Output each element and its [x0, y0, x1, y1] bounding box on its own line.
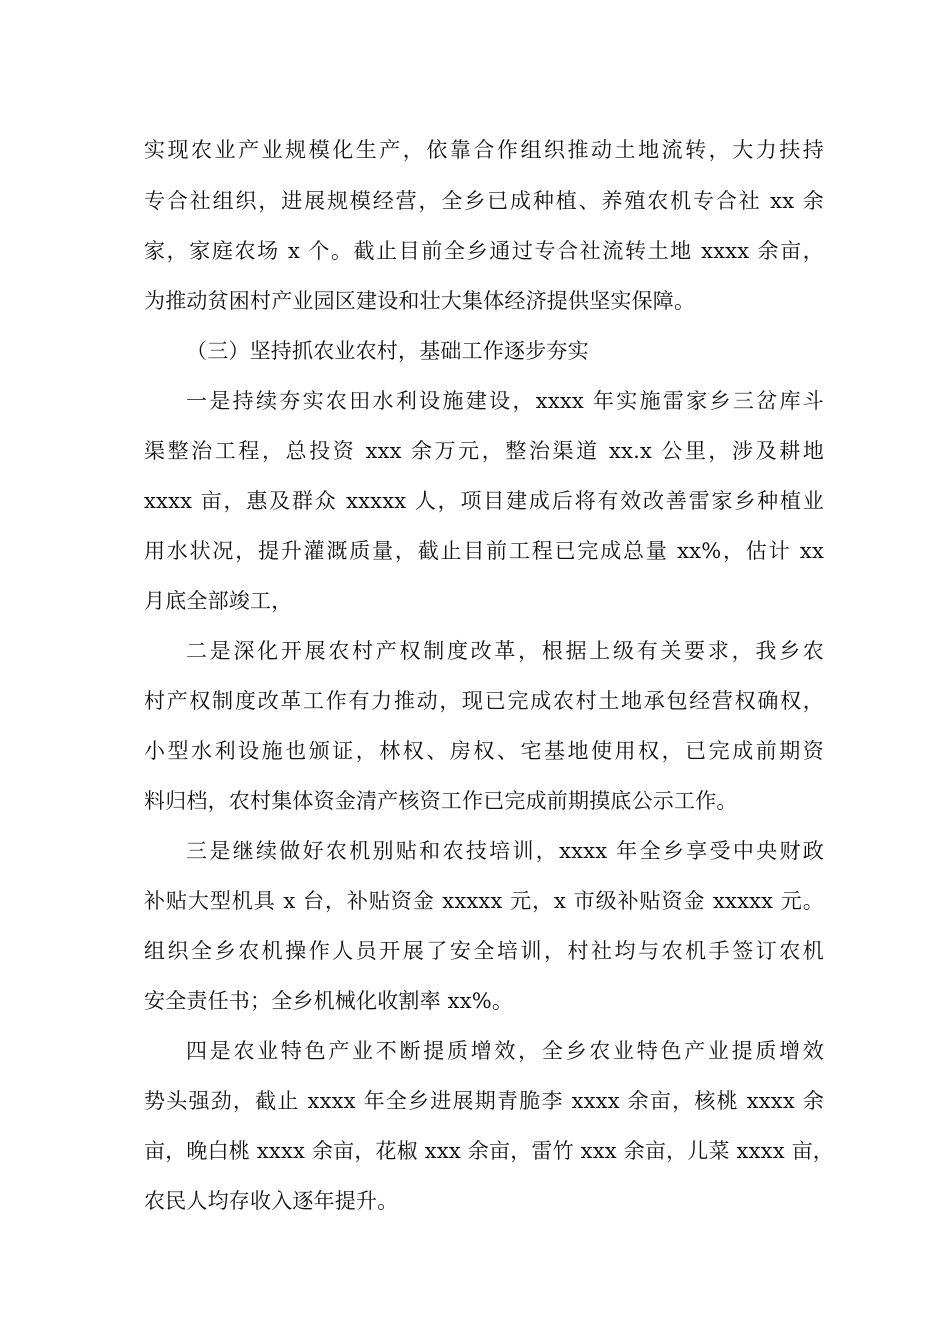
- paragraph-line: 二是深化开展农村产权制度改革，根据上级有关要求，我乡农: [186, 639, 824, 663]
- paragraph-line: xxxx 亩，惠及群众 xxxxx 人，项目建成后将有效改善雷家乡种植业: [144, 489, 824, 513]
- paragraph-line: 农民人均存收入逐年提升。: [144, 1189, 399, 1213]
- paragraph-line: 小型水利设施也颁证，林权、房权、宅基地使用权，已完成前期资: [144, 739, 824, 763]
- paragraph-line: 料归档，农村集体资金清产核资工作已完成前期摸底公示工作。: [144, 789, 738, 813]
- paragraph-line: 亩，晚白桃 xxxx 余亩，花椒 xxx 余亩，雷竹 xxx 余亩，儿菜 xxxx 亩，: [144, 1139, 835, 1163]
- paragraph-line: 月底全部竣工，: [144, 589, 293, 613]
- paragraph-line: 一是持续夯实农田水利设施建设，xxxx 年实施雷家乡三岔库斗: [186, 389, 824, 413]
- paragraph-line: 补贴大型机具 x 台，补贴资金 xxxxx 元，x 市级补贴资金 xxxxx 元。: [144, 889, 824, 913]
- paragraph-line: 村产权制度改革工作有力推动，现已完成农村土地承包经营权确权，: [144, 689, 824, 713]
- paragraph-line: 安全责任书；全乡机械化收割率 xx%。: [144, 989, 514, 1013]
- paragraph-line: 用水状况，提升灌溉质量，截止目前工程已完成总量 xx%，估计 xx: [144, 539, 824, 563]
- paragraph-line: 实现农业产业规模化生产，依靠合作组织推动土地流转，大力扶持: [144, 138, 824, 162]
- paragraph-line: 四是农业特色产业不断提质增效，全乡农业特色产业提质增效: [186, 1039, 824, 1063]
- paragraph-line: 家，家庭农场 x 个。截止目前全乡通过专合社流转土地 xxxx 余亩，: [144, 239, 824, 263]
- paragraph-line: 为推动贫困村产业园区建设和壮大集体经济提供坚实保障。: [144, 289, 696, 313]
- paragraph-line: 三是继续做好农机别贴和农技培训，xxxx 年全乡享受中央财政: [186, 839, 824, 863]
- paragraph-line: 势头强劲，截止 xxxx 年全乡进展期青脆李 xxxx 余亩，核桃 xxxx 余: [144, 1089, 824, 1113]
- paragraph-line: 渠整治工程，总投资 xxx 余万元，整治渠道 xx.x 公里，涉及耕地: [144, 439, 824, 463]
- paragraph-line: 组织全乡农机操作人员开展了安全培训，村社均与农机手签订农机: [144, 939, 824, 963]
- paragraph-line: 专合社组织，进展规模经营，全乡已成种植、养殖农机专合社 xx 余: [144, 189, 824, 213]
- section-heading: （三）坚持抓农业农村，基础工作逐步夯实: [186, 339, 589, 363]
